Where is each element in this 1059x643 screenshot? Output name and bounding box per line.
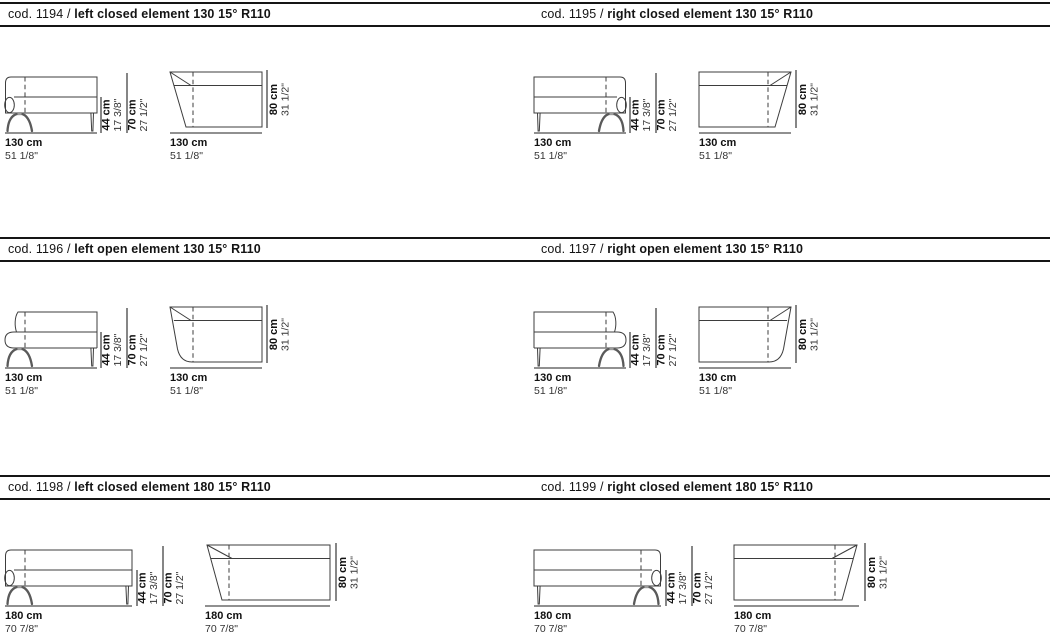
front-height-label-in: 31 1/2" xyxy=(279,83,292,116)
side-back-outline xyxy=(534,312,616,348)
section-title xyxy=(541,7,813,21)
front-leg-right xyxy=(23,114,33,131)
front-width-label-in: 70 7/8" xyxy=(734,623,767,635)
front-view-drawing xyxy=(207,545,330,600)
front-body-outline xyxy=(699,307,791,362)
total-height-label-cm: 70 cm xyxy=(691,572,704,604)
front-body-outline xyxy=(699,72,791,127)
front-leg-left xyxy=(650,587,659,604)
rear-leg xyxy=(538,586,541,604)
rear-leg xyxy=(126,586,129,604)
side-arm-roll xyxy=(5,97,15,112)
section-1194 xyxy=(0,0,529,235)
seat-height-label-cm: 44 cm xyxy=(100,99,113,131)
front-view-drawing xyxy=(734,545,857,600)
side-width-label-cm: 180 cm xyxy=(5,610,43,622)
section-title xyxy=(541,480,813,494)
product-code: cod. 1195 / xyxy=(541,7,604,21)
front-height-label-in: 31 1/2" xyxy=(279,318,292,351)
total-height-label-in: 27 1/2" xyxy=(703,571,715,605)
dimension-lines xyxy=(534,305,821,397)
side-width-label-in: 70 7/8" xyxy=(534,623,567,635)
front-body-outline xyxy=(170,72,262,127)
front-leg-left xyxy=(8,114,17,131)
seat-height-label-cm: 44 cm xyxy=(629,334,642,366)
technical-drawing xyxy=(0,261,529,409)
technical-drawing xyxy=(529,26,1058,174)
side-body-outline xyxy=(534,550,661,586)
front-leg-right xyxy=(599,114,609,131)
product-code: cod. 1194 / xyxy=(8,7,71,21)
seat-height-label-cm: 44 cm xyxy=(100,334,113,366)
top-rule xyxy=(0,475,529,477)
front-view-drawing xyxy=(699,307,791,362)
total-height-label-in: 27 1/2" xyxy=(667,98,679,132)
side-arm-roll xyxy=(5,570,15,585)
front-height-label-cm: 80 cm xyxy=(337,556,349,589)
front-arm-wedge xyxy=(770,307,791,321)
top-rule xyxy=(529,2,1050,4)
side-width-label-cm: 130 cm xyxy=(534,137,572,149)
product-name: left closed element 130 15° R110 xyxy=(74,7,271,21)
side-width-label-in: 51 1/8" xyxy=(534,150,567,162)
side-back-outline xyxy=(15,312,97,348)
front-width-label-cm: 130 cm xyxy=(170,372,208,384)
front-view-drawing xyxy=(699,72,791,127)
dimension-lines xyxy=(5,305,292,397)
product-name: left closed element 180 15° R110 xyxy=(74,480,271,494)
side-width-label-in: 51 1/8" xyxy=(534,385,567,397)
front-height-label-cm: 80 cm xyxy=(866,556,878,589)
rear-leg xyxy=(538,348,541,366)
front-body-outline xyxy=(734,545,857,600)
front-view-drawing xyxy=(170,307,262,362)
side-view-drawing xyxy=(5,77,97,131)
side-body-outline xyxy=(6,550,133,586)
section-1198 xyxy=(0,470,529,643)
rear-leg xyxy=(91,348,94,366)
seat-height-label-in: 17 3/8" xyxy=(112,98,124,132)
top-rule xyxy=(0,2,529,4)
product-code: cod. 1198 / xyxy=(8,480,71,494)
side-width-label-cm: 130 cm xyxy=(534,372,572,384)
front-height-label-cm: 80 cm xyxy=(268,318,280,351)
front-width-label-in: 51 1/8" xyxy=(170,385,203,397)
section-1197 xyxy=(529,235,1050,470)
side-view-drawing xyxy=(5,550,132,604)
front-leg-left xyxy=(615,114,624,131)
front-leg-right xyxy=(634,587,644,604)
front-height-label-cm: 80 cm xyxy=(268,83,280,116)
dimension-lines xyxy=(5,70,292,162)
seat-height-label-in: 17 3/8" xyxy=(641,333,653,367)
total-height-label-cm: 70 cm xyxy=(655,334,668,366)
front-width-label-cm: 130 cm xyxy=(170,137,208,149)
front-width-label-in: 51 1/8" xyxy=(699,150,732,162)
total-height-label-in: 27 1/2" xyxy=(174,571,186,605)
side-view-drawing xyxy=(534,550,661,604)
technical-drawing xyxy=(529,499,1058,643)
total-height-label-in: 27 1/2" xyxy=(667,333,679,367)
total-height-label-cm: 70 cm xyxy=(126,99,139,131)
front-arm-wedge xyxy=(207,545,232,559)
rear-leg xyxy=(538,113,541,131)
top-rule xyxy=(529,237,1050,239)
front-width-label-in: 51 1/8" xyxy=(699,385,732,397)
front-width-label-cm: 180 cm xyxy=(734,610,772,622)
front-width-label-cm: 130 cm xyxy=(699,372,737,384)
front-arm-wedge xyxy=(170,307,191,321)
seat-height-label-in: 17 3/8" xyxy=(112,333,124,367)
front-width-label-cm: 130 cm xyxy=(699,137,737,149)
technical-drawing xyxy=(529,261,1058,409)
product-name: right closed element 180 15° R110 xyxy=(607,480,814,494)
section-1196 xyxy=(0,235,529,470)
front-height-label-in: 31 1/2" xyxy=(877,556,890,589)
product-code: cod. 1199 / xyxy=(541,480,604,494)
front-body-outline xyxy=(207,545,330,600)
total-height-label-cm: 70 cm xyxy=(162,572,175,604)
front-height-label-in: 31 1/2" xyxy=(348,556,361,589)
front-height-label-in: 31 1/2" xyxy=(808,83,821,116)
front-height-label-cm: 80 cm xyxy=(797,83,809,116)
side-view-drawing xyxy=(534,312,626,366)
front-leg-left xyxy=(8,349,17,366)
rear-leg xyxy=(91,113,94,131)
front-view-drawing xyxy=(170,72,262,127)
side-arm-roll xyxy=(652,570,662,585)
side-body-outline xyxy=(534,77,626,113)
seat-height-label-in: 17 3/8" xyxy=(677,571,689,605)
section-title xyxy=(541,242,803,256)
front-leg-right xyxy=(599,349,609,366)
front-leg-right xyxy=(23,349,33,366)
front-leg-left xyxy=(615,349,624,366)
side-view-drawing xyxy=(5,312,97,366)
front-width-label-in: 70 7/8" xyxy=(205,623,238,635)
front-width-label-in: 51 1/8" xyxy=(170,150,203,162)
seat-height-label-in: 17 3/8" xyxy=(641,98,653,132)
front-leg-left xyxy=(8,587,17,604)
side-seat-outline xyxy=(534,332,626,348)
product-code: cod. 1196 / xyxy=(8,242,71,256)
dimension-lines xyxy=(5,543,361,635)
seat-height-label-in: 17 3/8" xyxy=(148,571,160,605)
technical-drawing xyxy=(0,26,529,174)
side-width-label-in: 51 1/8" xyxy=(5,385,38,397)
side-width-label-cm: 130 cm xyxy=(5,137,43,149)
front-body-outline xyxy=(170,307,262,362)
product-name: right open element 130 15° R110 xyxy=(607,242,804,256)
side-view-drawing xyxy=(534,77,626,131)
seat-height-label-cm: 44 cm xyxy=(629,99,642,131)
front-leg-right xyxy=(23,587,33,604)
technical-drawing xyxy=(0,499,529,643)
front-arm-wedge xyxy=(832,545,857,559)
front-height-label-cm: 80 cm xyxy=(797,318,809,351)
seat-height-label-cm: 44 cm xyxy=(136,572,149,604)
section-1195 xyxy=(529,0,1050,235)
side-width-label-in: 70 7/8" xyxy=(5,623,38,635)
total-height-label-cm: 70 cm xyxy=(655,99,668,131)
section-title xyxy=(8,480,271,494)
product-name: right closed element 130 15° R110 xyxy=(607,7,814,21)
side-body-outline xyxy=(6,77,98,113)
side-width-label-cm: 180 cm xyxy=(534,610,572,622)
front-width-label-cm: 180 cm xyxy=(205,610,243,622)
section-title xyxy=(8,7,271,21)
section-title xyxy=(8,242,261,256)
top-rule xyxy=(0,237,529,239)
total-height-label-in: 27 1/2" xyxy=(138,333,150,367)
product-name: left open element 130 15° R110 xyxy=(74,242,261,256)
total-height-label-in: 27 1/2" xyxy=(138,98,150,132)
total-height-label-cm: 70 cm xyxy=(126,334,139,366)
seat-height-label-cm: 44 cm xyxy=(665,572,678,604)
side-width-label-in: 51 1/8" xyxy=(5,150,38,162)
side-width-label-cm: 130 cm xyxy=(5,372,43,384)
side-seat-outline xyxy=(5,332,97,348)
dimension-lines xyxy=(534,70,821,162)
side-arm-roll xyxy=(617,97,627,112)
product-code: cod. 1197 / xyxy=(541,242,604,256)
section-1199 xyxy=(529,470,1050,643)
top-rule xyxy=(529,475,1050,477)
front-height-label-in: 31 1/2" xyxy=(808,318,821,351)
